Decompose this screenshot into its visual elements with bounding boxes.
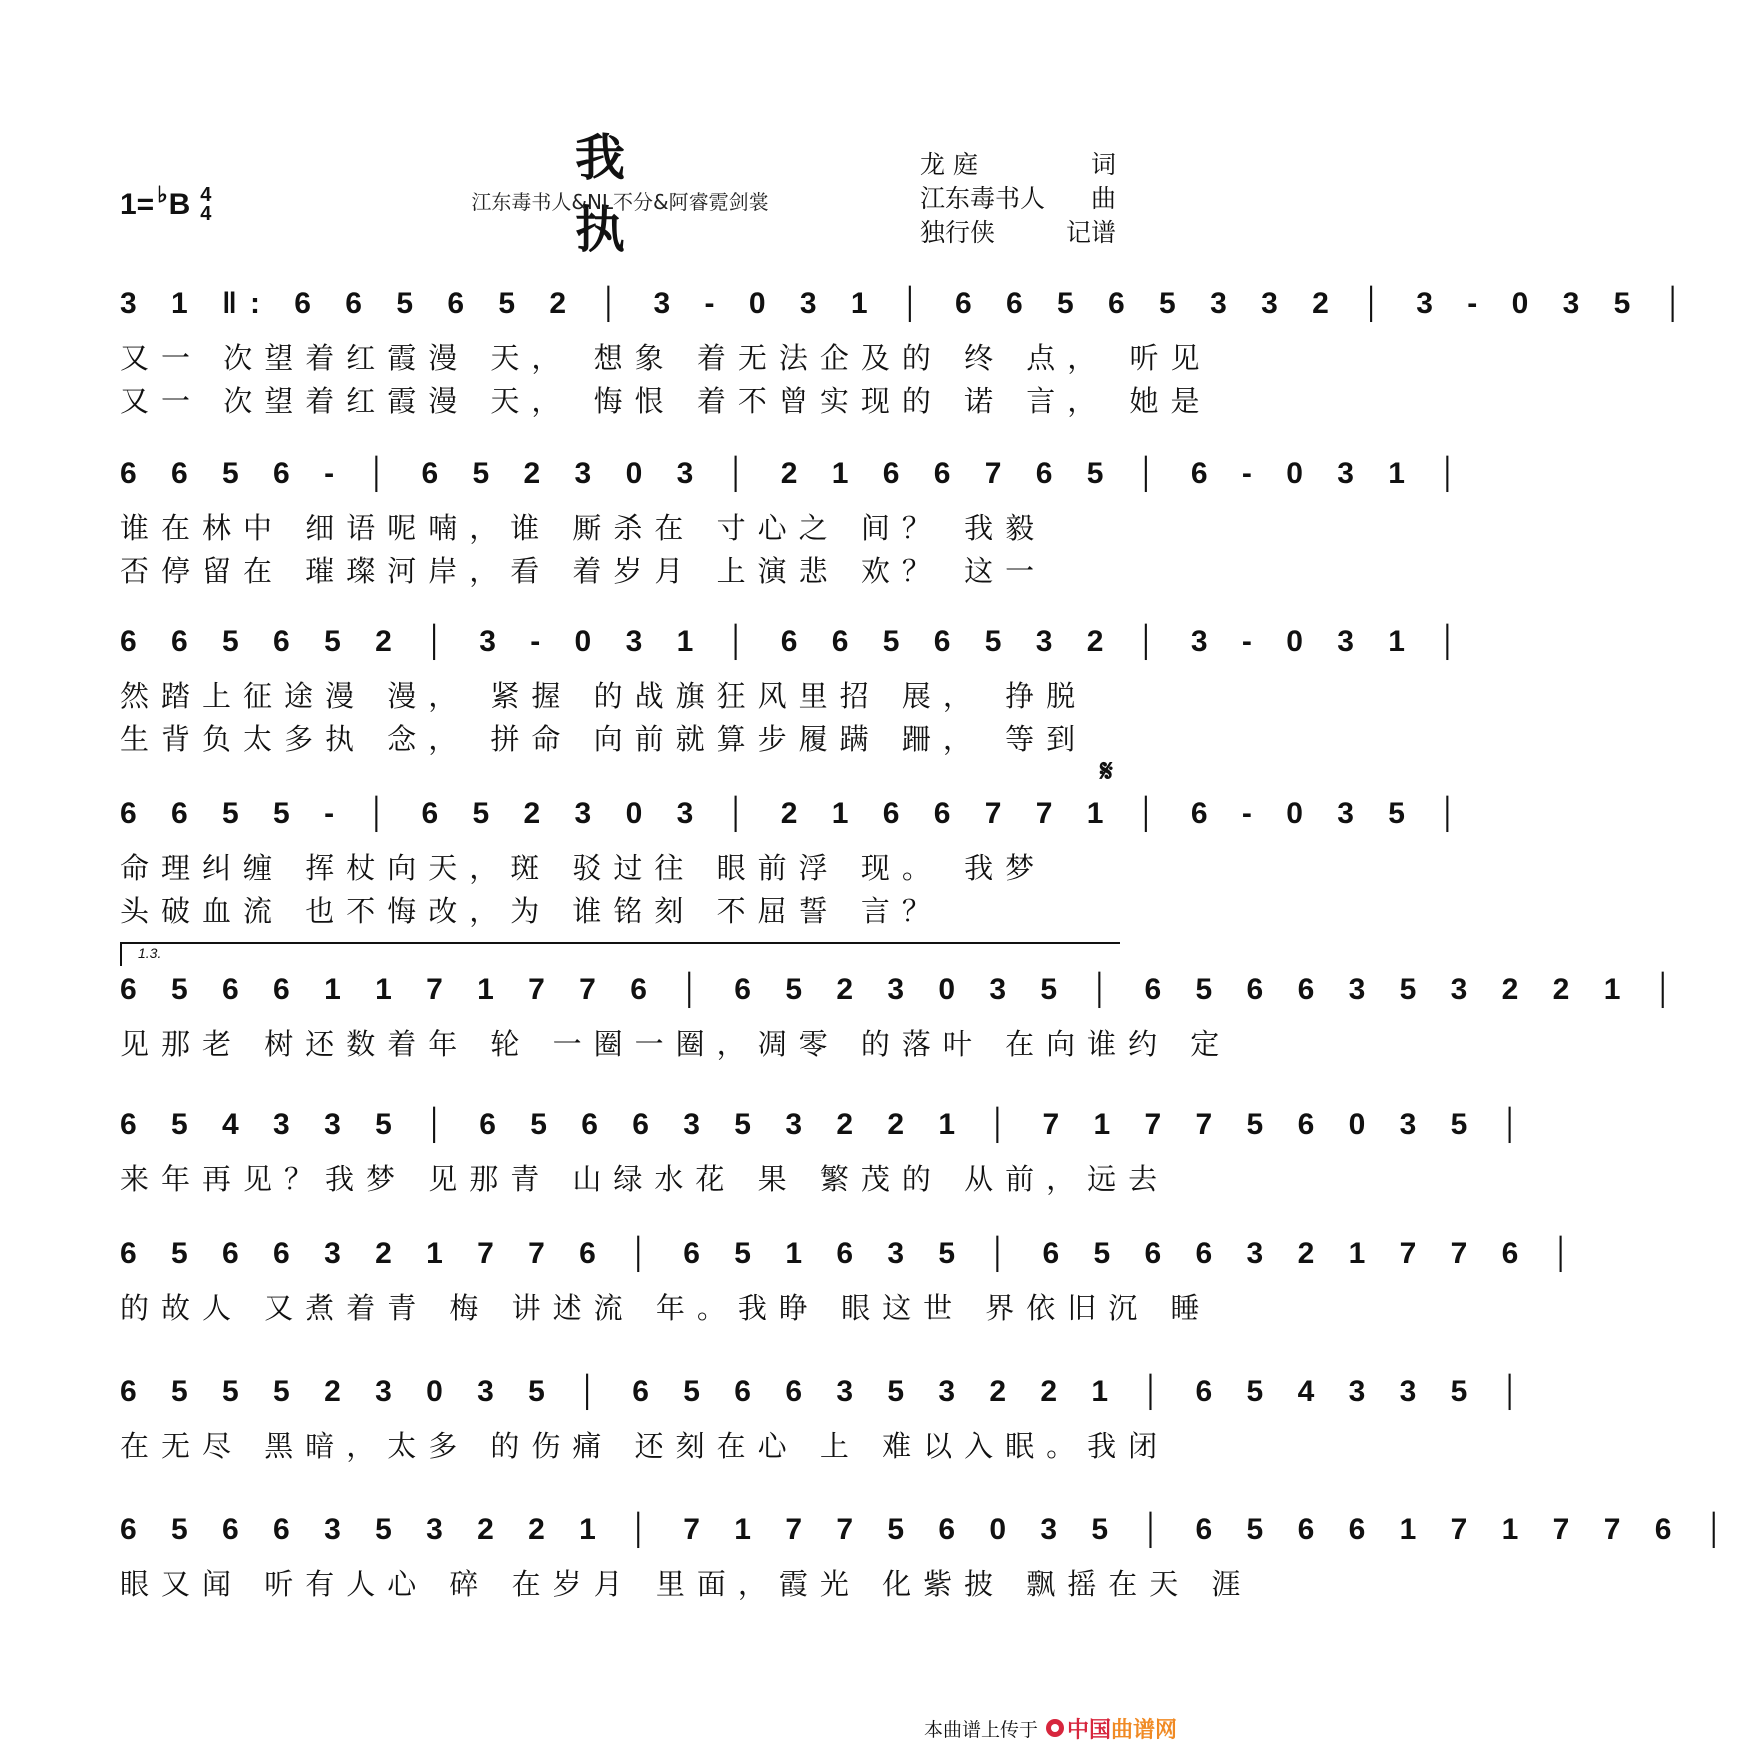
credits (920, 148, 1116, 250)
lyric-verse-1: 在无尽 黑暗，太多 的伤痛 还刻在心 上 难以入眠。我闭 (120, 1429, 1170, 1463)
lyric-verse-1: 谁在林中 细语呢喃，谁 厮杀在 寸心之 间？ 我毅 (120, 511, 1047, 545)
lyric-verse-1: 然踏上征途漫 漫， 紧握 的战旗狂风里招 展， 挣脱 (120, 679, 1088, 713)
lyric-verse-2: 生背负太多执 念， 拼命 向前就算步履蹒 跚， 等到 (120, 722, 1088, 756)
site-logo[interactable] (1046, 1713, 1177, 1744)
lyric-verse-2: 头破血流 也不悔改，为 谁铭刻 不屈誓 言？ (120, 894, 943, 928)
time-bottom: 4 (200, 203, 212, 225)
flat-sign: ♭ (157, 182, 168, 207)
lyric-verse-1: 命理纠缠 挥杖向天，斑 驳过往 眼前浮 现。 我梦 (120, 851, 1047, 885)
credit-role: 词 (1090, 150, 1116, 179)
site-name-scores: 曲谱网 (1111, 1717, 1178, 1743)
time-top: 4 (200, 184, 212, 206)
upload-note: 本曲谱上传于 (924, 1718, 1039, 1741)
first-ending-bracket (120, 942, 1120, 966)
credit-role: 记谱 (1065, 218, 1116, 247)
lyric-verse-2: 又一 次望着红霞漫 天， 悔恨 着不曾实现的 诺 言， 她是 (120, 384, 1212, 418)
credit-composer (920, 182, 1116, 216)
site-name-china: 中国 (1067, 1717, 1112, 1743)
key-prefix: 1= (120, 188, 155, 221)
notes-line: 6 5 6 6 1 1 7 1 7 7 6 │ 6 5 2 3 0 3 5 │ 6 5 6 6 3 5 3 2 2 1 │ (120, 973, 1687, 1006)
lyric-verse-1: 的故人 又煮着青 梅 讲述流 年。我睁 眼这世 界依旧沉 睡 (120, 1291, 1212, 1325)
lyric-verse-1: 见那老 树还数着年 轮 一圈一圈，凋零 的落叶 在向谁约 定 (120, 1027, 1232, 1061)
notes-line: 6 5 4 3 3 5 │ 6 5 6 6 3 5 3 2 2 1 │ 7 1 7 7 5 6 0 3 5 │ (120, 1108, 1534, 1141)
key-note: B (168, 188, 191, 221)
notes-line: 6 5 5 5 2 3 0 3 5 │ 6 5 6 6 3 5 3 2 2 1 │ 6 5 4 3 3 5 │ (120, 1375, 1534, 1408)
time-signature (200, 186, 211, 224)
credit-name: 独行侠 (920, 218, 996, 247)
key-signature (120, 180, 211, 230)
site-logo-icon (1046, 1719, 1064, 1737)
song-title: 我 执 (575, 129, 685, 259)
lyric-verse-1: 来年再见？我梦 见那青 山绿水花 果 繁茂的 从前，远去 (120, 1162, 1170, 1196)
credit-role: 曲 (1090, 184, 1116, 213)
credit-transcriber (920, 216, 1116, 250)
notes-line: 6 6 5 6 5 2 │ 3 - 0 3 1 │ 6 6 5 6 5 3 2 │ 3 - 0 3 1 │ (120, 625, 1472, 658)
credit-name: 江东毒书人 (920, 184, 1046, 213)
singers-subtitle: 江东毒书人&NL不分&阿睿霓剑裳 (471, 190, 769, 214)
credit-lyricist (920, 148, 1116, 182)
notes-line: 6 6 5 5 - │ 6 5 2 3 0 3 │ 2 1 6 6 7 7 1 │ 6 - 0 3 5 │ (120, 797, 1472, 830)
notes-line: 6 5 6 6 3 5 3 2 2 1 │ 7 1 7 7 5 6 0 3 5 │ 6 5 6 6 1 7 1 7 7 6 │ (120, 1513, 1738, 1546)
footer-watermark (924, 1712, 1177, 1744)
ending-label: 1.3. (138, 945, 162, 961)
lyric-verse-2: 否停留在 璀璨河岸，看 着岁月 上演悲 欢？ 这一 (120, 554, 1047, 588)
lyric-verse-1: 又一 次望着红霞漫 天， 想象 着无法企及的 终 点， 听见 (120, 341, 1212, 375)
credit-name: 龙 庭 (920, 150, 978, 179)
notes-line: 6 6 5 6 - │ 6 5 2 3 0 3 │ 2 1 6 6 7 6 5 │ 6 - 0 3 1 │ (120, 457, 1472, 490)
lyric-verse-1: 眼又闻 听有人心 碎 在岁月 里面，霞光 化紫披 飘摇在天 涯 (120, 1567, 1253, 1601)
notes-line: 6 5 6 6 3 2 1 7 7 6 │ 6 5 1 6 3 5 │ 6 5 6 6 3 2 1 7 7 6 │ (120, 1237, 1585, 1270)
notes-line: 3 1 ‖: 6 6 5 6 5 2 │ 3 - 0 3 1 │ 6 6 5 6 5 3 3 2 │ 3 - 0 3 5 │ (120, 287, 1697, 320)
segno-icon: 𝄋 (1100, 754, 1113, 789)
